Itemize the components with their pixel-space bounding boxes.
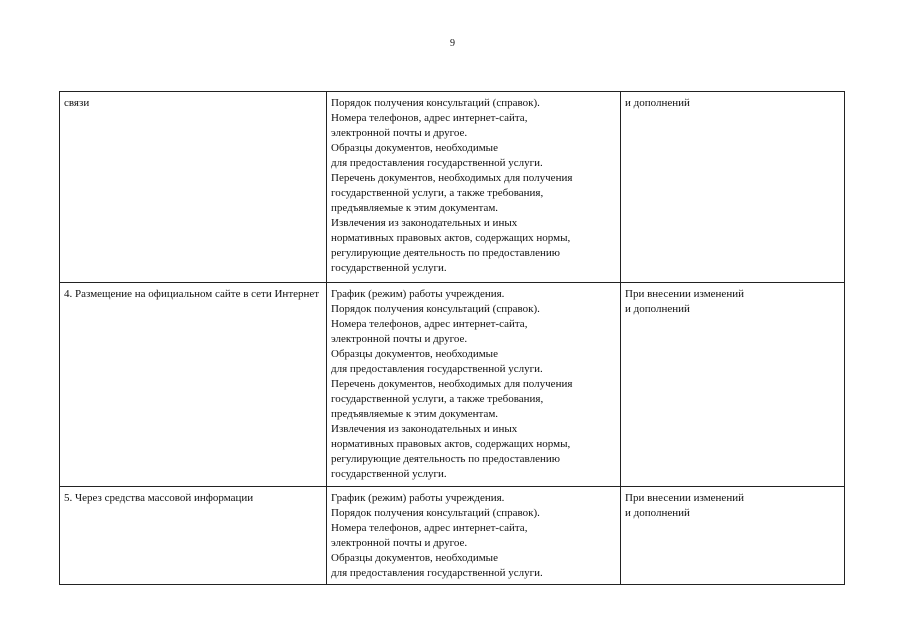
content-line: нормативных правовых актов, содержащих нормы, <box>331 232 571 244</box>
content-cell <box>327 283 621 487</box>
frequency-line: При внесении изменений <box>625 492 744 504</box>
content-line: государственной услуги, а также требования, <box>331 187 544 199</box>
content-line: электронной почты и другое. <box>331 537 468 549</box>
content-line: Порядок получения консультаций (справок). <box>331 97 540 109</box>
content-line: Порядок получения консультаций (справок). <box>331 303 540 315</box>
method-cell: 5. Через средства массовой информации <box>60 487 327 585</box>
content-line: электронной почты и другое. <box>331 333 468 345</box>
content-line: Образцы документов, необходимые <box>331 348 498 360</box>
content-line: для предоставления государственной услуги. <box>331 567 543 579</box>
content-line: для предоставления государственной услуги. <box>331 157 543 169</box>
content-line: Номера телефонов, адрес интернет-сайта, <box>331 112 528 124</box>
content-line: Номера телефонов, адрес интернет-сайта, <box>331 318 528 330</box>
frequency-line: При внесении изменений <box>625 288 744 300</box>
content-line: предъявляемые к этим документам. <box>331 202 499 214</box>
method-cell: 4. Размещение на официальном сайте в сети Интернет <box>60 283 327 487</box>
content-line: для предоставления государственной услуги. <box>331 363 543 375</box>
method-cell: связи <box>60 92 327 283</box>
content-line: электронной почты и другое. <box>331 127 468 139</box>
content-line: График (режим) работы учреждения. <box>331 492 505 504</box>
content-line: График (режим) работы учреждения. <box>331 288 505 300</box>
content-line: Образцы документов, необходимые <box>331 552 498 564</box>
frequency-line: и дополнений <box>625 97 690 109</box>
content-line: государственной услуги, а также требования, <box>331 393 544 405</box>
content-line: Порядок получения консультаций (справок). <box>331 507 540 519</box>
content-line: Извлечения из законодательных и иных <box>331 423 518 435</box>
content-line: Перечень документов, необходимых для получения <box>331 172 573 184</box>
content-line: регулирующие деятельность по предоставлению <box>331 247 560 259</box>
frequency-cell <box>621 283 845 487</box>
frequency-line: и дополнений <box>625 303 690 315</box>
content-line: нормативных правовых актов, содержащих нормы, <box>331 438 571 450</box>
content-line: Извлечения из законодательных и иных <box>331 217 518 229</box>
frequency-line: и дополнений <box>625 507 690 519</box>
content-line: Образцы документов, необходимые <box>331 142 498 154</box>
content-cell <box>327 487 621 585</box>
content-line: предъявляемые к этим документам. <box>331 408 499 420</box>
table-row <box>60 92 845 283</box>
frequency-cell <box>621 487 845 585</box>
content-line: государственной услуги. <box>331 468 447 480</box>
content-line: Номера телефонов, адрес интернет-сайта, <box>331 522 528 534</box>
table-row <box>60 487 845 585</box>
content-cell <box>327 92 621 283</box>
content-line: регулирующие деятельность по предоставлению <box>331 453 560 465</box>
content-line: Перечень документов, необходимых для получения <box>331 378 573 390</box>
information-methods-table <box>59 91 845 585</box>
content-line: государственной услуги. <box>331 262 447 274</box>
table-row <box>60 283 845 487</box>
frequency-cell <box>621 92 845 283</box>
page-number: 9 <box>450 38 455 49</box>
